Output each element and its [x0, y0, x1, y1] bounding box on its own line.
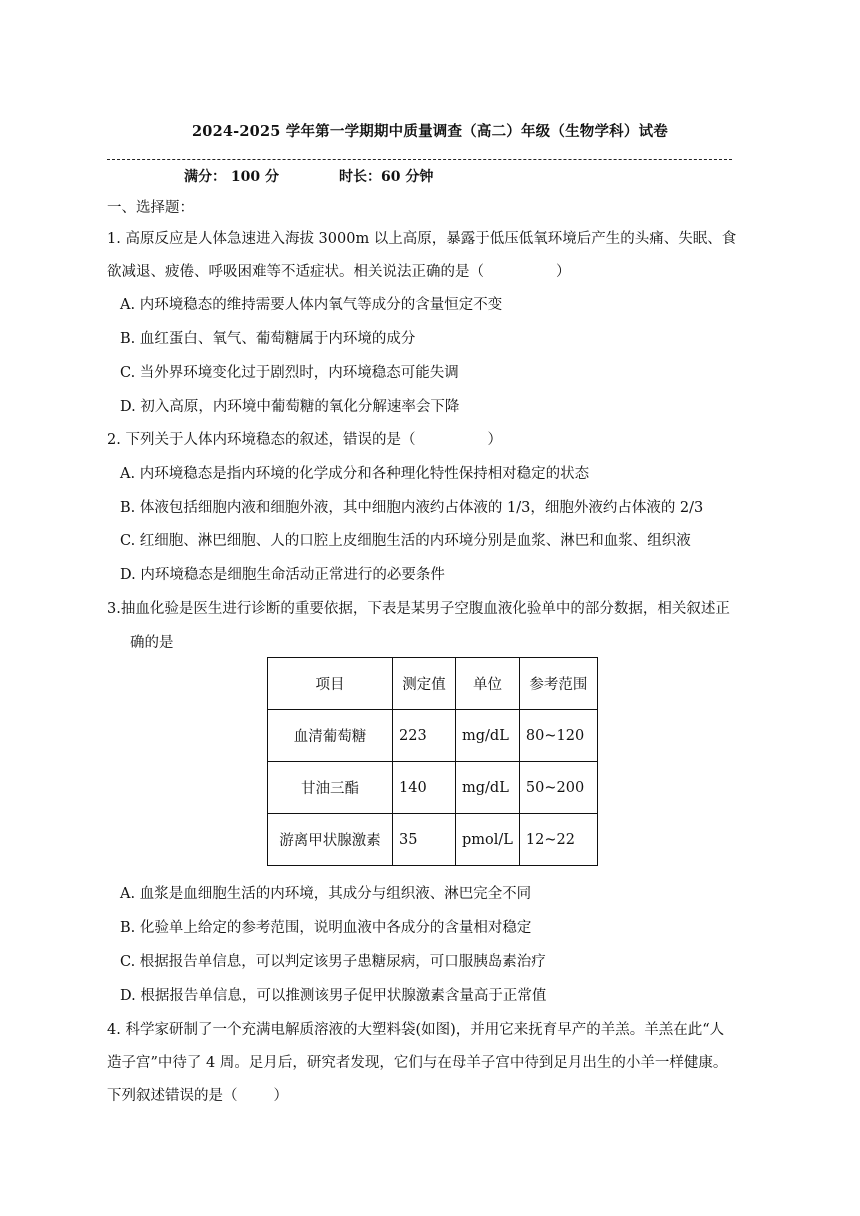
table-cell: 80~120: [519, 710, 597, 762]
table-cell: 血清葡萄糖: [268, 710, 393, 762]
table-cell: 甘油三酯: [268, 762, 393, 814]
q3-option-a: A. 血浆是血细胞生活的内环境，其成分与组织液、淋巴完全不同: [120, 886, 532, 902]
table-header-cell: 单位: [456, 658, 520, 710]
q1-option-c: C. 当外界环境变化过于剧烈时，内环境稳态可能失调: [120, 365, 459, 381]
table-cell: 140: [393, 762, 456, 814]
table-row: [268, 762, 598, 814]
q1-option-a: A. 内环境稳态的维持需要人体内氧气等成分的含量恒定不变: [120, 297, 503, 313]
section-heading: 一、选择题：: [107, 200, 194, 216]
q2-stem: 2. 下列关于人体内环境稳态的叙述，错误的是（ ）: [107, 432, 502, 448]
table-header-cell: 参考范围: [519, 658, 597, 710]
table-cell: mg/dL: [456, 762, 520, 814]
blood-test-table: [267, 657, 598, 866]
exam-title: 2024-2025 学年第一学期期中质量调查（高二）年级（生物学科）试卷: [192, 123, 668, 140]
table-cell: 12~22: [519, 814, 597, 866]
q3-stem-line2: 确的是: [130, 635, 174, 651]
table-cell: 35: [393, 814, 456, 866]
exam-meta: [184, 166, 433, 186]
q3-option-c: C. 根据报告单信息，可以判定该男子患糖尿病，可口服胰岛素治疗: [120, 954, 546, 970]
q1-option-b: B. 血红蛋白、氧气、葡萄糖属于内环境的成分: [120, 331, 416, 347]
q4-stem-line2: 造子宫”中待了 4 周。足月后，研究者发现，它们与在母羊子宫中待到足月出生的小羊一样健康。: [107, 1055, 728, 1071]
q2-option-a: A. 内环境稳态是指内环境的化学成分和各种理化特性保持相对稳定的状态: [120, 466, 590, 482]
table-cell: 223: [393, 710, 456, 762]
full-score: 满分： 100 分: [184, 169, 279, 185]
title-divider: [107, 159, 732, 160]
q2-option-c: C. 红细胞、淋巴细胞、人的口腔上皮细胞生活的内环境分别是血浆、淋巴和血浆、组织液: [120, 533, 691, 549]
q3-option-b: B. 化验单上给定的参考范围，说明血液中各成分的含量相对稳定: [120, 920, 532, 936]
q1-option-d: D. 初入高原，内环境中葡萄糖的氧化分解速率会下降: [120, 399, 460, 415]
q3-stem-line1: 3.抽血化验是医生进行诊断的重要依据，下表是某男子空腹血液化验单中的部分数据，相关叙述正: [107, 601, 730, 617]
q3-option-d: D. 根据报告单信息，可以推测该男子促甲状腺激素含量高于正常值: [120, 988, 547, 1004]
table-cell: mg/dL: [456, 710, 520, 762]
duration: 时长：60 分钟: [338, 169, 434, 185]
table-row: [268, 710, 598, 762]
q2-option-b: B. 体液包括细胞内液和细胞外液，其中细胞内液约占体液的 1/3，细胞外液约占体液的 2/3: [120, 500, 704, 516]
q4-stem-line3: 下列叙述错误的是（ ）: [107, 1088, 288, 1104]
table-header-cell: 测定值: [393, 658, 456, 710]
q1-stem-line2: 欲减退、疲倦、呼吸困难等不适症状。相关说法正确的是（ ）: [107, 264, 571, 280]
q1-stem-line1: 1. 高原反应是人体急速进入海拔 3000m 以上高原，暴露于低压低氧环境后产生的头痛、失眠、食: [107, 231, 737, 247]
q2-option-d: D. 内环境稳态是细胞生命活动正常进行的必要条件: [120, 567, 445, 583]
table-cell: pmol/L: [456, 814, 520, 866]
table-cell: 游离甲状腺激素: [268, 814, 393, 866]
q4-stem-line1: 4. 科学家研制了一个充满电解质溶液的大塑料袋(如图)，并用它来抚育早产的羊羔。羊羔在此“人: [107, 1022, 725, 1038]
table-cell: 50~200: [519, 762, 597, 814]
table-row: [268, 814, 598, 866]
table-header-row: [268, 658, 598, 710]
table-header-cell: 项目: [268, 658, 393, 710]
